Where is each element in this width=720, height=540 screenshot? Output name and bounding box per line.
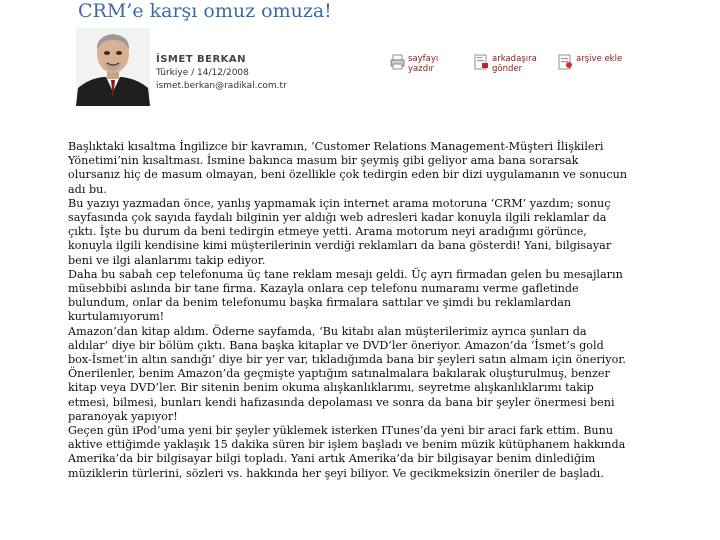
author-date: Türkiye / 14/12/2008 <box>156 68 249 78</box>
add-to-archive-label: arşive ekle <box>576 54 623 64</box>
article-paragraph: Amazon’dan kitap aldım. Öderne sayfamda, ‘Bu kitabı alan müşterilerimiz ayrıca şunları da aldılar’ diye bir bölüm çıktı. Bana başka kitaplar ve DVD’ler öneriyor. Amazon’da ‘İsmet’s gold box-İsmet’in altın sandığı’ diye bir yer var, tıkladığımda bana bir şeyleri satın almam için öneriyor. Önerilenler, benim Amazon’da geçmişte yaptığım satınalmalara bakılarak oluşturulmuş, benzer kitap veya DVD’ler. Bir sitenin benim okuma alışkanlıklarımı, seyretme alışkanlıklarımı takip etmesi, bilmesi, bunları kendi hafızasında depolaması ve sonra da bana bir şeyler önermesi beni paranoyak yapıyor! <box>68 324 626 423</box>
author-info <box>156 54 287 93</box>
article-paragraph: Başlıktaki kısaltma İngilizce bir kavramın, ‘Customer Relations Management-Müşteri İlişkileri Yönetimi’nin kısaltması. İsmine bakınca masum bir şeymiş gibi geliyor ama bana sorarsak olursanız hiç de masum olmayan, beni özellikle çok tedirgin eden bir dizi uygulamanın ve sonucun adı bu. <box>68 140 628 196</box>
print-page-label: sayfayı yazdır <box>408 54 439 74</box>
article-body <box>68 140 628 481</box>
send-to-friend-button[interactable] <box>474 54 542 74</box>
send-to-friend-icon <box>474 54 489 70</box>
author-photo <box>76 28 150 106</box>
printer-icon <box>390 54 405 70</box>
author-name: İSMET BERKAN <box>156 54 247 65</box>
author-email[interactable]: ismet.berkan@radikal.com.tr <box>156 81 287 91</box>
add-to-archive-button[interactable] <box>558 54 626 70</box>
send-to-friend-label: arkadaşıra gönder <box>492 54 537 74</box>
article-paragraph: Geçen gün iPod’uma yeni bir şeyler yüklemek isterken ITunes’da yeni bir araci fark ettim. Bunu aktive ettiğimde yaklaşık 15 dakika süren bir işlem başladı ve benim müzik kütüphanem hakkında Amerika’da bir bilgisayar bilgi topladı. Yani artık Amerika’da bir bilgisayar benim dinlediğim müziklerin türlerini, sözleri vs. hakkında her şeyi biliyor. Ve gecikmeksizin öneriler de başladı. <box>68 424 626 480</box>
article-paragraph: Daha bu sabah cep telefonuma üç tane reklam mesajı geldi. Üç ayrı firmadan gelen bu mesajların müsebbibi aslında bir tane firma. Kazayla onlara cep telefonu numaramı verme gafletinde bulundum, onlar da benim telefonumu başka firmalara sattılar ve şimdi bu reklamlardan kurtulamıyorum! <box>68 267 623 324</box>
article-paragraph: Bu yazıyı yazmadan önce, yanlış yapmamak için internet arama motoruna ‘CRM’ yazdım; sonuç sayfasında çok sayıda faydalı bilginin yer aldığı web adresleri kadar konuyla ilgili reklamlar da çıktı. İşte bu durum da beni tedirgin etmeye yetti. Arama motorum neyi aradığımı görünce, konuyla ilgili kendisine kimi müşterilerinin verdiği reklamları da bana gösterdi! Yani, bilgisayar beni ve ilgi alanlarımı takip ediyor. <box>68 196 612 267</box>
print-page-button[interactable] <box>390 54 458 74</box>
archive-icon <box>558 54 573 70</box>
article-title: CRM’e karşı omuz omuza! <box>78 0 332 22</box>
